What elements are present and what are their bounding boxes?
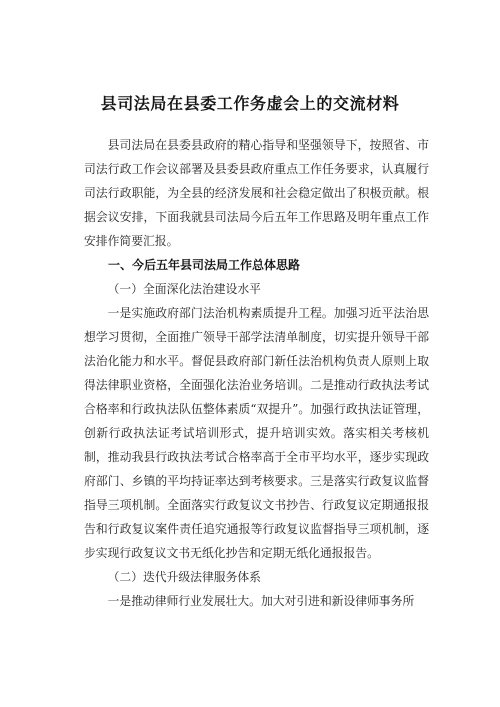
document-title: 县司法局在县委工作务虚会上的交流材料 [100,94,400,113]
section-heading-1: 一、今后五年县司法局工作总体思路 [108,258,301,272]
subsection-2-paragraph: 一是推动律师行业发展壮大。加大对引进和新设律师事务所 [107,594,415,608]
subsection-1-paragraph: 一是实施政府部门法治机构素质提升工程。加强习近平法治思想学习贯彻，全面推广领导干部学法清单制度，切实提升领导干部法治化能力和水平。督促县政府部门新任法治机构负责人原则上取得法律职业资格，全面强化法治业务培训。二是推动行政执法考试合格率和行政执法队伍整体素质“双提升”。加强行政执法证管理，创新行政执法证考试培训形式，提升培训实效。落实相关考核机制，推动我县行政执法考试合格率高于全市平均水平，逐步实现政府部门、乡镇的平均持证率达到考核要求。三是落实行政复议监督指导三项机制。全面落实行政复议文书抄告、行政复议定期通报报告和行政复议案件责任追究通报等行政复议监督指导三项机制，逐步实现行政复议文书无纸化抄告和定期无纸化通报报告。 [84,306,429,560]
subsection-heading-2: （二）迭代升级法律服务体系 [107,570,261,584]
subsection-heading-1: （一）全面深化法治建设水平 [107,282,261,296]
document-body [84,133,429,613]
intro-paragraph: 县司法局在县委县政府的精心指导和坚强领导下，按照省、市司法行政工作会议部署及县委县政府重点工作任务要求，认真履行司法行政职能，为全县的经济发展和社会稳定做出了积极贡献。根据会议安排，下面我就县司法局今后五年工作思路及明年重点工作安排作简要汇报。 [84,138,429,248]
